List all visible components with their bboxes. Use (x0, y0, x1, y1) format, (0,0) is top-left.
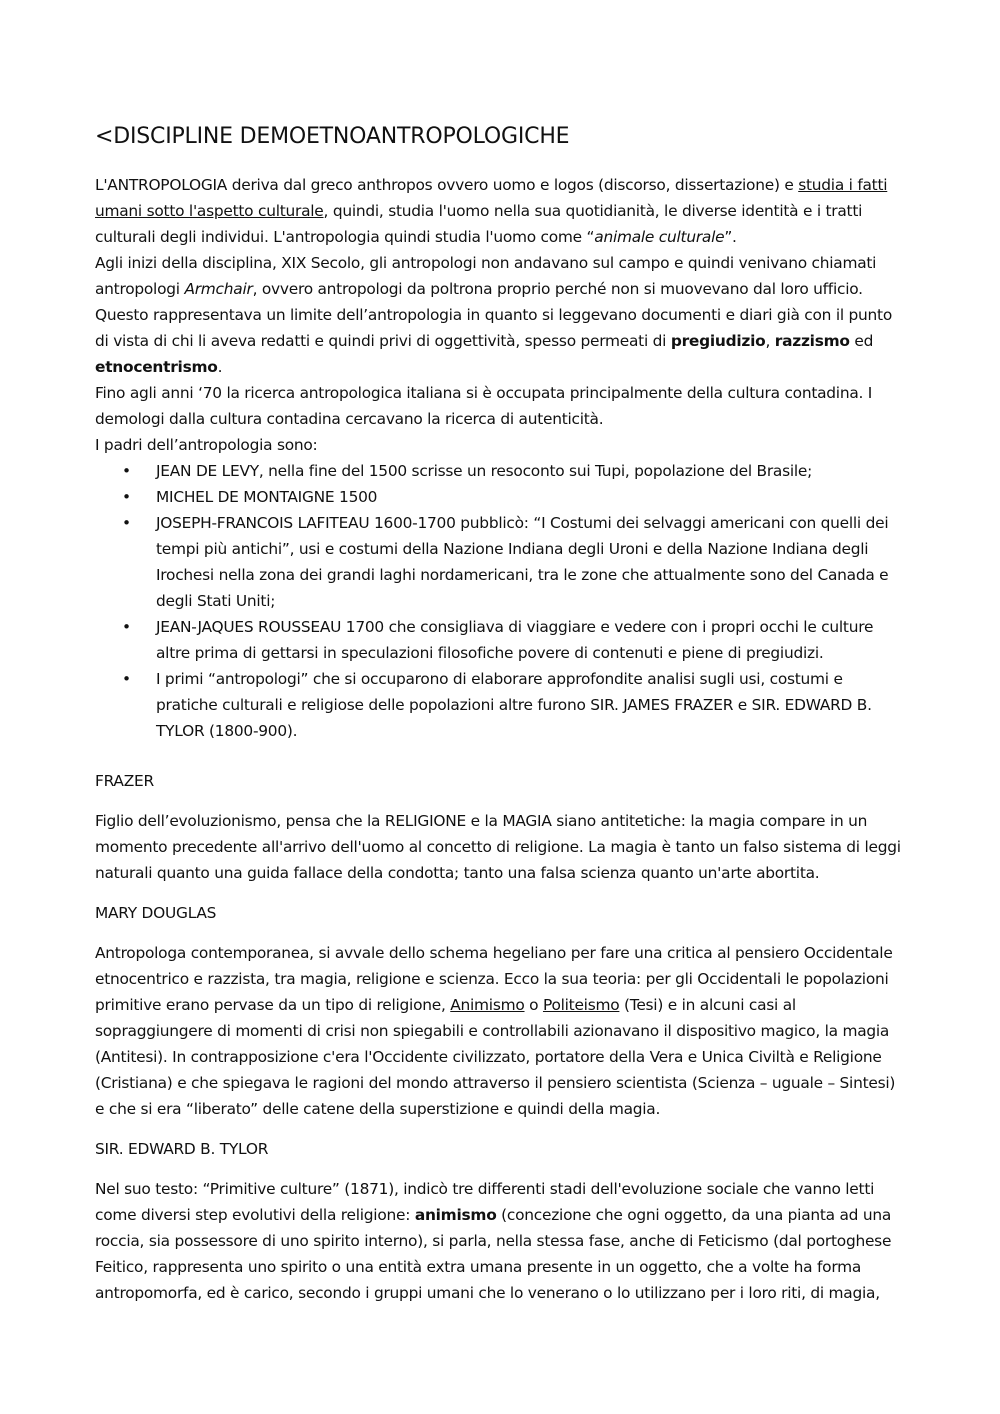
list-item (95, 614, 905, 666)
italic-term-armchair: Armchair (184, 280, 253, 298)
section-heading-frazer: FRAZER (95, 772, 154, 790)
intro-paragraph-2 (95, 250, 905, 380)
section-heading-douglas: MARY DOUGLAS (95, 904, 217, 922)
list-item-text: MICHEL DE MONTAIGNE 1500 (156, 488, 378, 506)
text-run: , ovvero antropologi da poltrona proprio perché non si muovevano dal loro ufficio. Questo rappresentava un limite dell’antropologia in quanto si leggevano documenti e diari già con il punto di vista di chi li aveva redatti e quindi privi di oggettività, spesso permeati di (95, 280, 893, 350)
list-item-text: JEAN-JAQUES ROUSSEAU 1700 che consigliava di viaggiare e vedere con i propri occhi le culture altre prima di gettarsi in speculazioni filosofiche povere di contenuti e piene di pregiudizi. (156, 618, 874, 662)
intro-paragraph-1 (95, 172, 905, 250)
text-run: (Tesi) e in alcuni casi al sopraggiungere di momenti di crisi non spiegabili e controllabili azionavano il dispositivo magico, la magia (Antitesi). In contrapposizione c'era l'Occidente civilizzato, portatore della Vera e Unica Civiltà e Religione (Cristiana) e che spiegava le ragioni del mondo attraverso il pensiero scientista (Scienza – uguale – Sintesi) e che si era “liberato” delle catene della superstizione e quindi della magia. (95, 996, 896, 1118)
list-item (95, 666, 905, 744)
text-run: ed (849, 332, 874, 350)
fathers-list (95, 458, 905, 744)
underlined-phrase: studia i fatti umani sotto l'aspetto culturale (95, 176, 888, 220)
italic-phrase: animale culturale (594, 228, 725, 246)
bullet-icon: • (122, 618, 131, 636)
text-run: Agli inizi della disciplina, XIX Secolo, gli antropologi non andavano sul campo e quindi venivano chiamati antropologi (95, 254, 877, 298)
intro-paragraph-4: I padri dell’antropologia sono: (95, 436, 318, 454)
tylor-paragraph (95, 1176, 905, 1306)
douglas-paragraph (95, 940, 905, 1122)
bullet-icon: • (122, 670, 131, 688)
bold-term-pregiudizio: pregiudizio (670, 332, 766, 350)
text-run: , quindi, studia l'uomo nella sua quotidianità, le diverse identità e i tratti culturali degli individui. L'antropologia quindi studia l'uomo come “ (95, 202, 863, 246)
list-item (95, 484, 905, 510)
list-item (95, 510, 905, 614)
list-item-text: I primi “antropologi” che si occuparono di elaborare approfondite analisi sugli usi, costumi e pratiche culturali e religiose delle popolazioni altre furono SIR. JAMES FRAZER e SIR. EDWARD B. TYLOR (1800-900). (156, 670, 872, 740)
text-run: , (765, 332, 775, 350)
bullet-icon: • (122, 462, 131, 480)
text-run: o (524, 996, 543, 1014)
bullet-icon: • (122, 514, 131, 532)
bullet-icon: • (122, 488, 131, 506)
list-item-text: JOSEPH-FRANCOIS LAFITEAU 1600-1700 pubblicò: “I Costumi dei selvaggi americani con quelli dei tempi più antichi”, usi e costumi della Nazione Indiana degli Uroni e della Nazione Indiana degli Irochesi nella zona dei grandi laghi nordamericani, tra le zone che attualmente sono del Canada e degli Stati Uniti; (156, 514, 889, 610)
text-run: L'ANTROPOLOGIA deriva dal greco anthropos ovvero uomo e logos (discorso, dissertazione) e (95, 176, 799, 194)
list-item (95, 458, 905, 484)
section-heading-tylor: SIR. EDWARD B. TYLOR (95, 1140, 269, 1158)
text-run: (concezione che ogni oggetto, da una pianta ad una roccia, sia possessore di uno spirito interno), si parla, nella stessa fase, anche di Feticismo (dal portoghese Feitico, rappresenta uno spirito o una entità extra umana presente in un oggetto, che a volte ha forma antropomorfa, ed è carico, secondo i gruppi umani che lo venerano o lo utilizzano per i loro riti, di magia, (95, 1206, 892, 1302)
frazer-paragraph: Figlio dell’evoluzionismo, pensa che la RELIGIONE e la MAGIA siano antitetiche: la magia compare in un momento precedente all'arrivo dell'uomo al concetto di religione. La magia è tanto un falso sistema di leggi naturali quanto una guida fallace della condotta; tanto una falsa scienza quanto un'arte abortita. (95, 812, 901, 882)
bold-term-razzismo: razzismo (774, 332, 850, 350)
document-title: <DISCIPLINE DEMOETNOANTROPOLOGICHE (95, 124, 570, 149)
bold-term-etnocentrismo: etnocentrismo (95, 358, 218, 376)
text-run: Nel suo testo: “Primitive culture” (1871), indicò tre differenti stadi dell'evoluzione sociale che vanno letti come diversi step evolutivi della religione: (95, 1180, 875, 1224)
underlined-term-politeismo: Politeismo (542, 996, 620, 1014)
text-run: . (217, 358, 223, 376)
underlined-term-animismo: Animismo (450, 996, 525, 1014)
text-run: Antropologa contemporanea, si avvale dello schema hegeliano per fare una critica al pensiero Occidentale etnocentrico e razzista, tra magia, religione e scienza. Ecco la sua teoria: per gli Occidentali le popolazioni primitive erano pervase da un tipo di religione, (95, 944, 893, 1014)
bold-term-animismo: animismo (414, 1206, 497, 1224)
intro-paragraph-3: Fino agli anni ‘70 la ricerca antropologica italiana si è occupata principalmente della cultura contadina. I demologi dalla cultura contadina cercavano la ricerca di autenticità. (95, 384, 873, 428)
text-run: ”. (724, 228, 737, 246)
list-item-text: JEAN DE LEVY, nella fine del 1500 scrisse un resoconto sui Tupi, popolazione del Brasile; (156, 462, 813, 480)
